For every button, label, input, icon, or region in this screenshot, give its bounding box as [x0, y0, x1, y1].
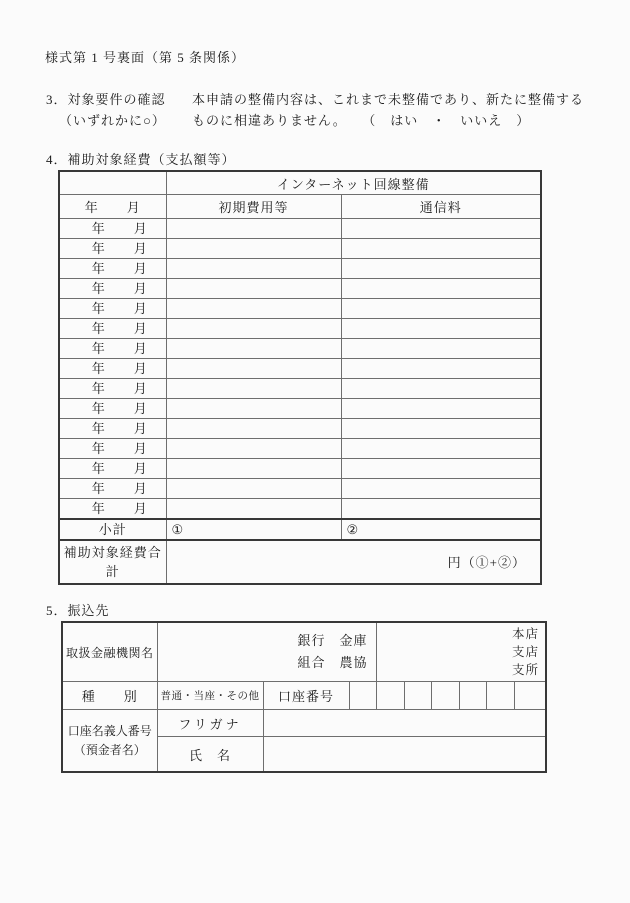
communication-fee-cell: [341, 279, 541, 299]
account-digit-cell: [459, 682, 486, 710]
expense-month-row: [59, 479, 541, 499]
expense-month-row: [59, 219, 541, 239]
initial-cost-cell: [166, 299, 341, 319]
initial-cost-cell: [166, 279, 341, 299]
communication-fee-cell: [341, 379, 541, 399]
empty-corner-cell: [59, 171, 166, 195]
expense-month-row: [59, 419, 541, 439]
year-month-label: 年 月: [59, 299, 166, 319]
bank-row: [62, 622, 546, 682]
communication-fee-cell: [341, 499, 541, 520]
branch-line3: 支所: [512, 663, 540, 677]
section3-yes-no-choice: （ はい ・ いいえ ）: [368, 113, 531, 128]
expense-month-row: [59, 359, 541, 379]
expense-month-row: [59, 439, 541, 459]
year-month-label: 年 月: [59, 359, 166, 379]
year-month-label: 年 月: [59, 219, 166, 239]
initial-cost-cell: [166, 379, 341, 399]
account-type-label: 種 別: [62, 682, 157, 710]
expense-month-row: [59, 459, 541, 479]
communication-fee-cell: [341, 479, 541, 499]
year-month-label: 年 月: [59, 459, 166, 479]
section3-body-line2: [192, 110, 592, 131]
year-month-label: 年 月: [59, 339, 166, 359]
expense-table: [58, 170, 542, 585]
subtotal-row: [59, 519, 541, 540]
initial-cost-header: 初期費用等: [166, 195, 341, 219]
name-value-cell: [263, 737, 546, 773]
total-amount-cell: 円（①+②）: [166, 540, 541, 584]
total-row: [59, 540, 541, 584]
communication-fee-cell: [341, 359, 541, 379]
subtotal-initial-cost-cell: ①: [166, 519, 341, 540]
year-month-label: 年 月: [59, 399, 166, 419]
furigana-row: [62, 710, 546, 737]
communication-fee-cell: [341, 259, 541, 279]
initial-cost-cell: [166, 439, 341, 459]
year-month-label: 年 月: [59, 379, 166, 399]
year-month-label: 年 月: [59, 479, 166, 499]
year-month-label: 年 月: [59, 239, 166, 259]
furigana-value-cell: [263, 710, 546, 737]
communication-fee-cell: [341, 239, 541, 259]
communication-fee-cell: [341, 339, 541, 359]
subtotal-communication-fee-cell: ②: [341, 519, 541, 540]
account-type-row: [62, 682, 546, 710]
communication-fee-cell: [341, 299, 541, 319]
year-month-label: 年 月: [59, 419, 166, 439]
initial-cost-cell: [166, 259, 341, 279]
initial-cost-cell: [166, 339, 341, 359]
year-month-header: 年 月: [59, 195, 166, 219]
account-digit-cell: [486, 682, 514, 710]
communication-fee-cell: [341, 459, 541, 479]
year-month-label: 年 月: [59, 439, 166, 459]
year-month-label: 年 月: [59, 279, 166, 299]
communication-fee-cell: [341, 399, 541, 419]
branch-line1: 本店: [512, 627, 540, 641]
section4-heading: 4．補助対象経費（支払額等）: [46, 152, 236, 167]
section3-statement: ものに相違ありません。: [192, 113, 347, 128]
section3-subheading: （いずれかに○）: [59, 113, 166, 128]
expense-month-row: [59, 319, 541, 339]
holder-label-line1: 口座名義人番号: [67, 723, 152, 738]
internet-line-group-header: インターネット回線整備: [166, 171, 541, 195]
initial-cost-cell: [166, 419, 341, 439]
name-label: 氏 名: [157, 737, 263, 773]
expense-column-header-row: [59, 195, 541, 219]
account-digit-cell: [431, 682, 459, 710]
year-month-label: 年 月: [59, 499, 166, 520]
account-holder-label: [62, 710, 157, 773]
expense-month-row: [59, 299, 541, 319]
communication-fee-cell: [341, 439, 541, 459]
page-title: 様式第 1 号裏面（第 5 条関係）: [45, 50, 246, 65]
branch-name-cell: [376, 622, 546, 682]
account-number-label: 口座番号: [263, 682, 349, 710]
furigana-label: フリガナ: [157, 710, 263, 737]
year-month-label: 年 月: [59, 319, 166, 339]
expense-month-row: [59, 239, 541, 259]
expense-group-header-row: [59, 171, 541, 195]
initial-cost-cell: [166, 319, 341, 339]
account-digit-cell: [349, 682, 376, 710]
expense-month-row: [59, 339, 541, 359]
communication-fee-cell: [341, 419, 541, 439]
section5-heading: 5．振込先: [46, 603, 110, 618]
total-label: 補助対象経費合計: [59, 540, 166, 584]
initial-cost-cell: [166, 399, 341, 419]
expense-month-row: [59, 259, 541, 279]
year-month-label: 年 月: [59, 259, 166, 279]
account-digit-cell: [376, 682, 404, 710]
account-digit-cell: [514, 682, 546, 710]
initial-cost-cell: [166, 459, 341, 479]
bank-type-line2: 組合 農協: [297, 655, 368, 670]
expense-month-row: [59, 399, 541, 419]
communication-fee-cell: [341, 319, 541, 339]
account-digit-cell: [404, 682, 431, 710]
initial-cost-cell: [166, 239, 341, 259]
account-type-options: 普通・当座・その他: [157, 682, 263, 710]
branch-line2: 支店: [512, 645, 540, 659]
bank-type-line1: 銀行 金庫: [297, 633, 368, 648]
communication-fee-cell: [341, 219, 541, 239]
bank-name-cell: [157, 622, 376, 682]
initial-cost-cell: [166, 479, 341, 499]
initial-cost-cell: [166, 499, 341, 520]
holder-label-line2: （預金者名）: [73, 742, 146, 757]
communication-fee-header: 通信料: [341, 195, 541, 219]
transfer-table: [61, 621, 547, 773]
initial-cost-cell: [166, 359, 341, 379]
bank-institution-label: 取扱金融機関名: [62, 622, 157, 682]
expense-month-row: [59, 379, 541, 399]
section3-body-line1: 本申請の整備内容は、これまで未整備であり、新たに整備する: [192, 92, 585, 107]
section3-heading: 3．対象要件の確認: [46, 92, 166, 107]
expense-month-row: [59, 279, 541, 299]
expense-month-row: [59, 499, 541, 520]
initial-cost-cell: [166, 219, 341, 239]
section3-body: [192, 89, 592, 131]
subtotal-label: 小計: [59, 519, 166, 540]
